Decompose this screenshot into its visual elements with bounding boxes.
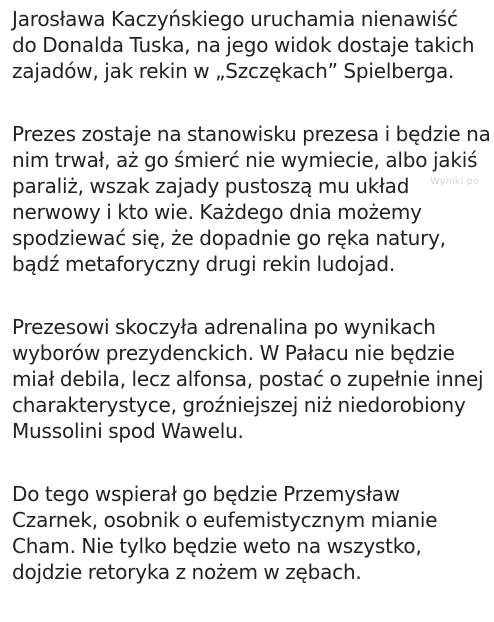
paragraph-line: Prezes zostaje na stanowisku prezesa i będzie na xyxy=(12,122,491,146)
paragraph-line: wyborów prezydenckich. W Pałacu nie będzie xyxy=(12,341,455,365)
paragraph-1 xyxy=(12,6,488,84)
paragraph-line: Mussolini spod Wawelu. xyxy=(12,419,244,443)
paragraph-line: Prezesowi skoczyła adrenalina po wynikach xyxy=(12,315,436,339)
paragraph-line: spodziewać się, że dopadnie go ręka natury, xyxy=(12,226,446,250)
paragraph-line: dojdzie retoryka z nożem w zębach. xyxy=(12,560,362,584)
paragraph-line: miał debila, lecz alfonsa, postać o zupełnie innej xyxy=(12,367,484,391)
paragraph-line: do Donalda Tuska, na jego widok dostaje takich xyxy=(12,33,475,57)
paragraph-3 xyxy=(12,314,488,444)
paragraph-line: paraliż, wszak zajady pustoszą mu układ xyxy=(12,174,410,198)
paragraph-line: Czarnek, osobnik o eufemistycznym mianie xyxy=(12,508,438,532)
watermark-text: Wyniki po xyxy=(430,176,479,187)
paragraph-line: zajadów, jak rekin w „Szczękach” Spielberga. xyxy=(12,59,455,83)
paragraph-4 xyxy=(12,481,488,585)
paragraph-line: bądź metaforyczny drugi rekin ludojad. xyxy=(12,252,395,276)
paragraph-line: Jarosława Kaczyńskiego uruchamia nienawiść xyxy=(12,7,458,31)
paragraph-2 xyxy=(12,121,491,277)
paragraph-line: Do tego wspierał go będzie Przemysław xyxy=(12,482,400,506)
paragraph-line: nerwowy i kto wie. Każdego dnia możemy xyxy=(12,200,422,224)
paragraph-line: charakterystyce, groźniejszej niż niedorobiony xyxy=(12,393,466,417)
article-body xyxy=(12,6,491,622)
paragraph-line: nim trwał, aż go śmierć nie wymiecie, albo jakiś xyxy=(12,148,478,172)
paragraph-line: Cham. Nie tylko będzie weto na wszystko, xyxy=(12,534,422,558)
